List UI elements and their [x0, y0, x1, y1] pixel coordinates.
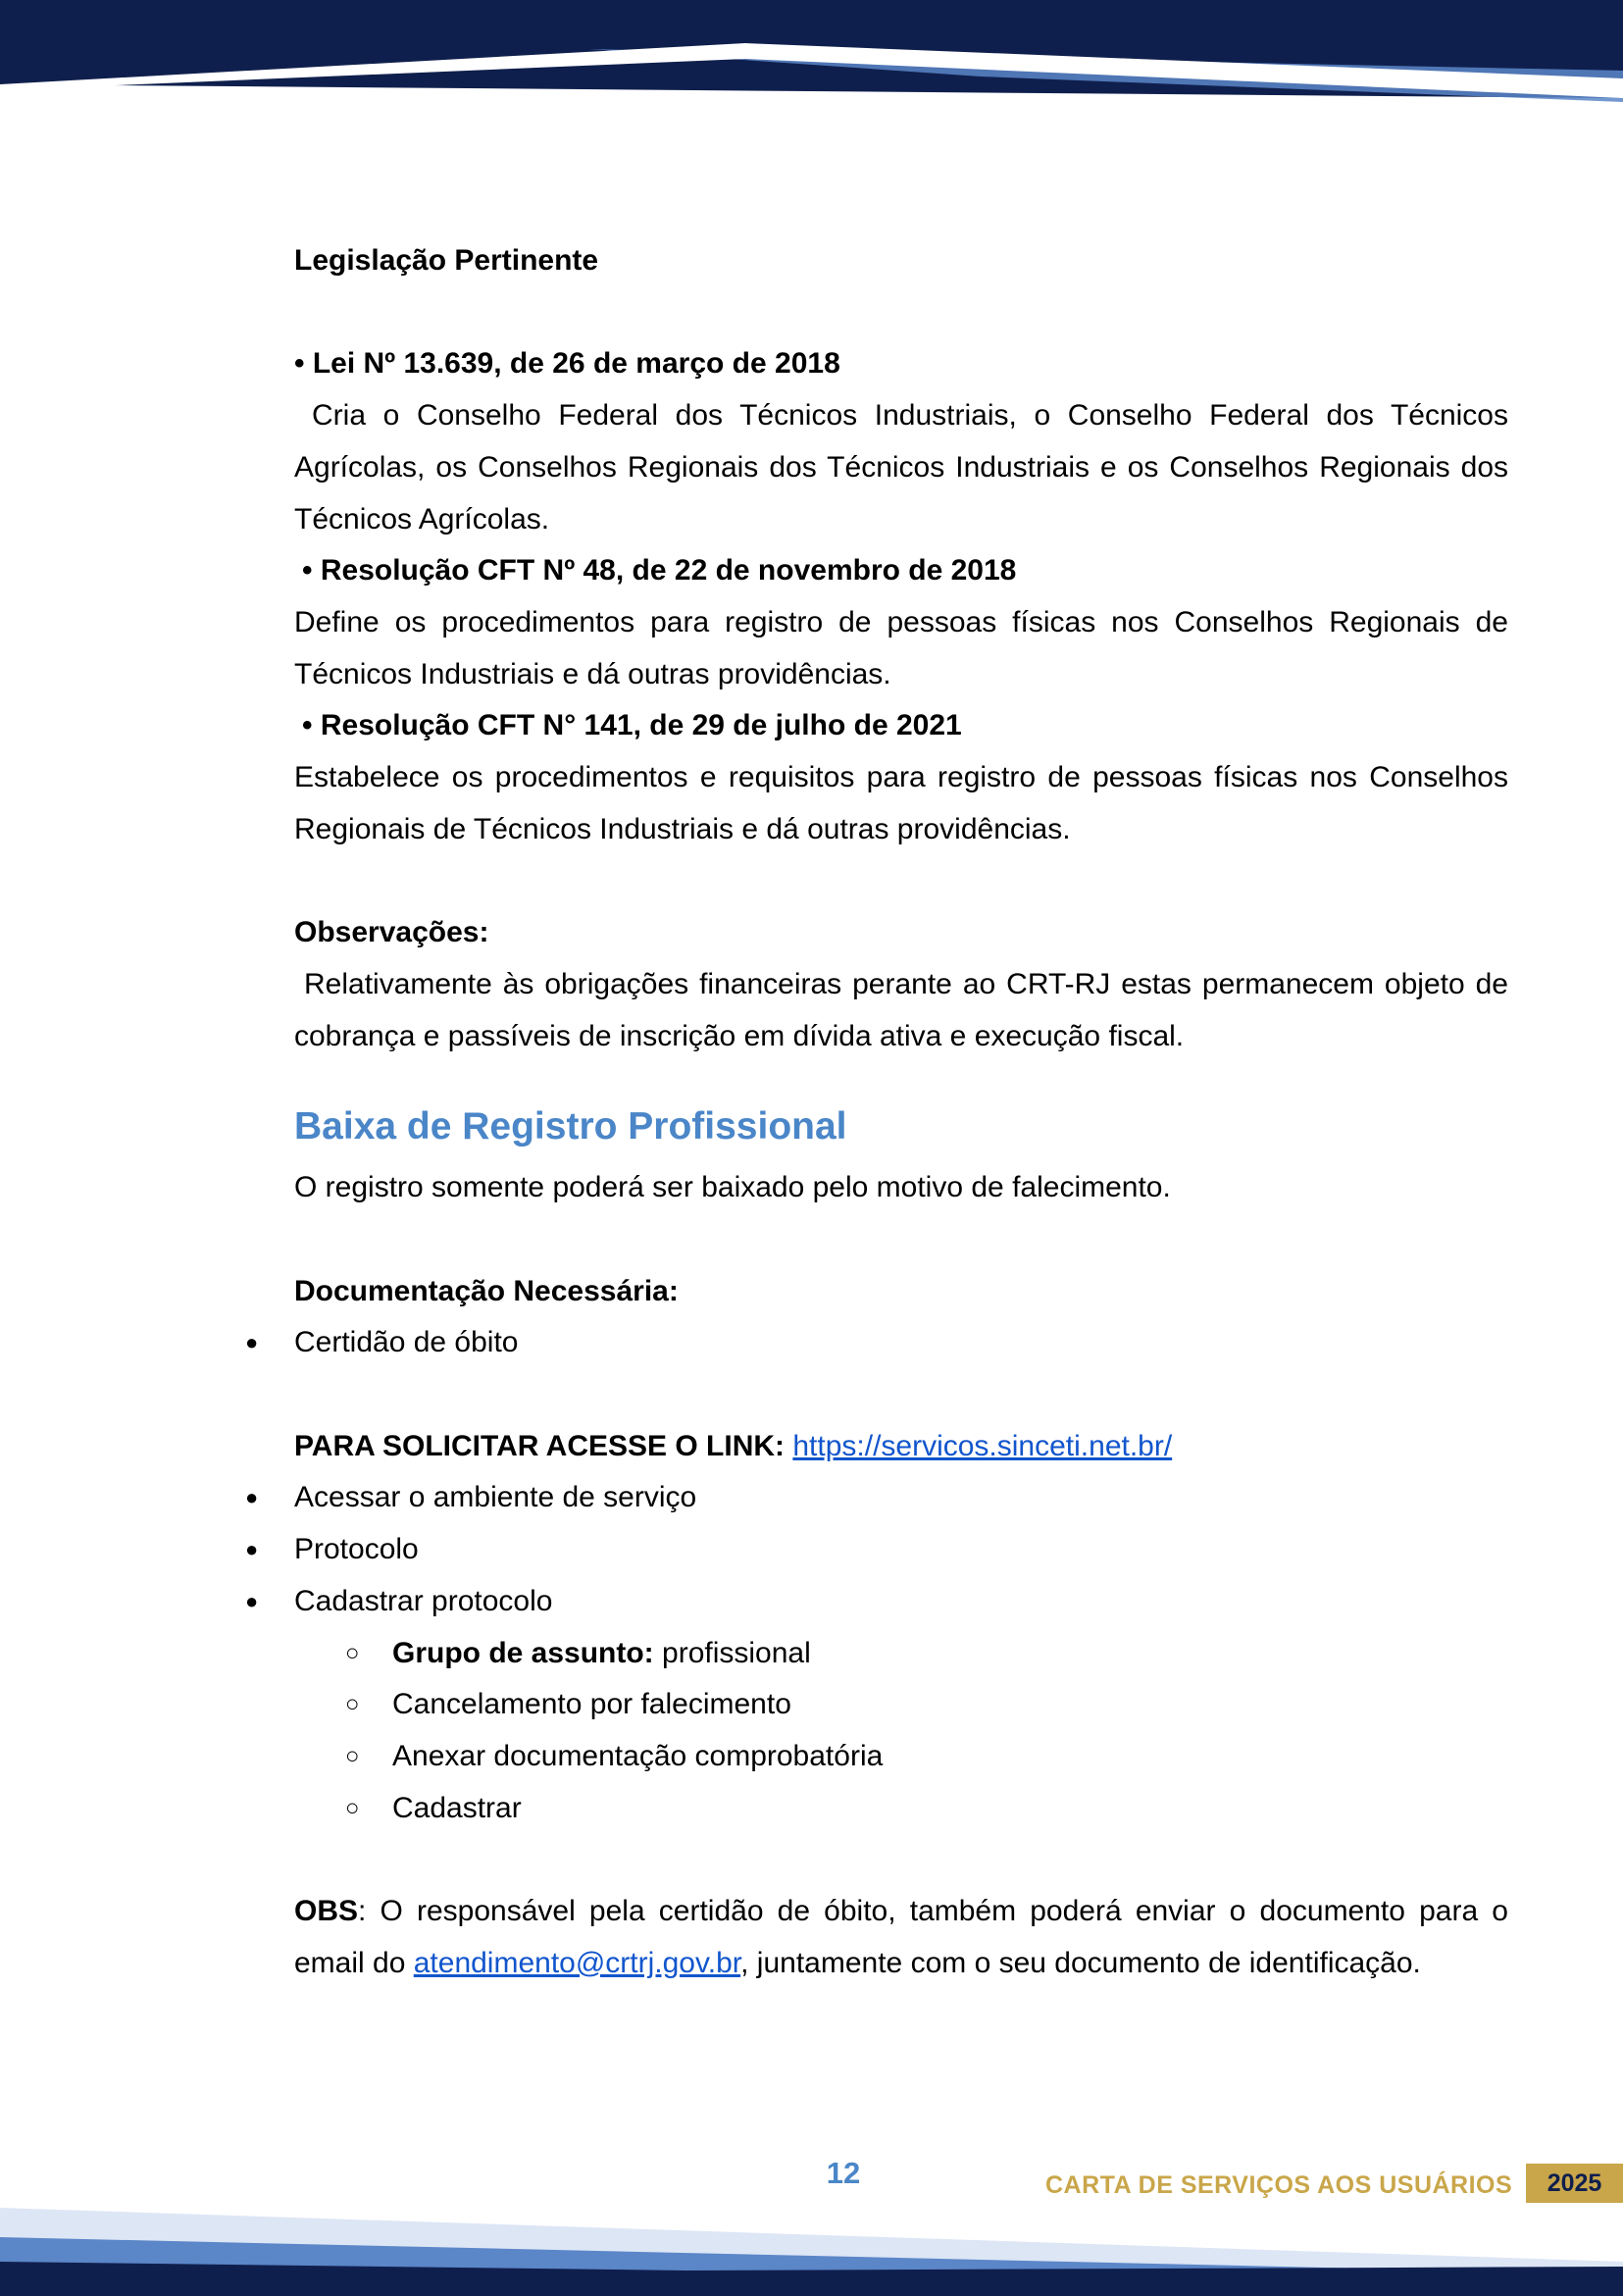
bullet-icon: ● — [245, 1330, 259, 1355]
grupo-value: profissional — [662, 1636, 811, 1669]
page-content — [245, 235, 1508, 1989]
substep-label: Cadastrar — [392, 1791, 522, 1824]
circle-bullet-icon: ○ — [345, 1742, 360, 1769]
step-label: Acessar o ambiente de serviço — [294, 1481, 697, 1514]
substep-label: Anexar documentação comprobatória — [392, 1739, 884, 1772]
steps-list — [245, 1472, 1508, 1627]
list-item — [245, 1524, 1508, 1576]
bullet-icon: ● — [245, 1485, 259, 1510]
baixa-intro: O registro somente poderá ser baixado pelo motivo de falecimento. — [294, 1171, 1171, 1204]
resolucao-141-title: • Resolução CFT N° 141, de 29 de julho de 2021 — [302, 709, 962, 742]
page-number: 12 — [826, 2156, 861, 2190]
observacoes-heading: Observações: — [294, 916, 489, 949]
list-item — [345, 1679, 1508, 1731]
substep-label: Cancelamento por falecimento — [392, 1688, 791, 1721]
solicitar-line — [294, 1421, 1508, 1473]
obs-label: OBS — [294, 1895, 359, 1928]
legislacao-heading: Legislação Pertinente — [294, 244, 599, 277]
list-item — [245, 1576, 1508, 1628]
list-item — [345, 1731, 1508, 1783]
top-banner — [0, 0, 1623, 118]
lei-13639-text: Cria o Conselho Federal dos Técnicos Industriais, o Conselho Federal dos Técnicos Agrícolas, os Conselhos Regionais dos Técnicos Industriais e os Conselhos Regionais dos Técnicos Agrícolas. — [294, 399, 1508, 536]
substeps-list — [294, 1628, 1508, 1835]
list-item — [245, 1317, 1508, 1369]
email-link[interactable]: atendimento@crtrj.gov.br — [413, 1946, 741, 1979]
list-item — [345, 1783, 1508, 1835]
solicitar-label: PARA SOLICITAR ACESSE O LINK: — [294, 1429, 786, 1462]
obs-paragraph — [294, 1886, 1508, 1989]
obs-text-1: : O responsável pela certidão de óbito, também poderá enviar o documento para o email do — [294, 1895, 1508, 1979]
bullet-icon: ● — [245, 1537, 259, 1562]
resolucao-48-title: • Resolução CFT Nº 48, de 22 de novembro de 2018 — [302, 554, 1017, 587]
circle-bullet-icon: ○ — [345, 1794, 360, 1821]
sinceti-link[interactable]: https://servicos.sinceti.net.br/ — [792, 1429, 1173, 1462]
resolucao-141-text: Estabelece os procedimentos e requisitos para registro de pessoas físicas nos Conselhos Regionais de Técnicos Industriais e dá outras providências. — [294, 761, 1508, 845]
doc-item-label: Certidão de óbito — [294, 1326, 519, 1359]
footer-year-badge: 2025 — [1526, 2164, 1623, 2203]
circle-bullet-icon: ○ — [345, 1639, 360, 1666]
circle-bullet-icon: ○ — [345, 1691, 360, 1718]
baixa-section-title: Baixa de Registro Profissional — [294, 1105, 847, 1148]
list-item — [245, 1472, 1508, 1524]
documentacao-list — [245, 1317, 1508, 1369]
footer-title: CARTA DE SERVIÇOS AOS USUÁRIOS — [1045, 2171, 1513, 2199]
list-item — [345, 1628, 1508, 1680]
step-label: Cadastrar protocolo — [294, 1584, 553, 1617]
obs-text-2: , juntamente com o seu documento de identificação. — [740, 1946, 1421, 1979]
documentacao-heading: Documentação Necessária: — [294, 1274, 679, 1307]
observacoes-text: Relativamente às obrigações financeiras perante ao CRT-RJ estas permanecem objeto de cobrança e passíveis de inscrição em dívida ativa e execução fiscal. — [294, 967, 1508, 1052]
resolucao-48-text: Define os procedimentos para registro de pessoas físicas nos Conselhos Regionais de Técnicos Industriais e dá outras providências. — [294, 605, 1508, 690]
step-label: Protocolo — [294, 1533, 419, 1566]
bottom-banner — [0, 2168, 1623, 2296]
lei-13639-title: • Lei Nº 13.639, de 26 de março de 2018 — [294, 347, 840, 381]
grupo-label: Grupo de assunto: — [392, 1636, 654, 1669]
bullet-icon: ● — [245, 1588, 259, 1613]
